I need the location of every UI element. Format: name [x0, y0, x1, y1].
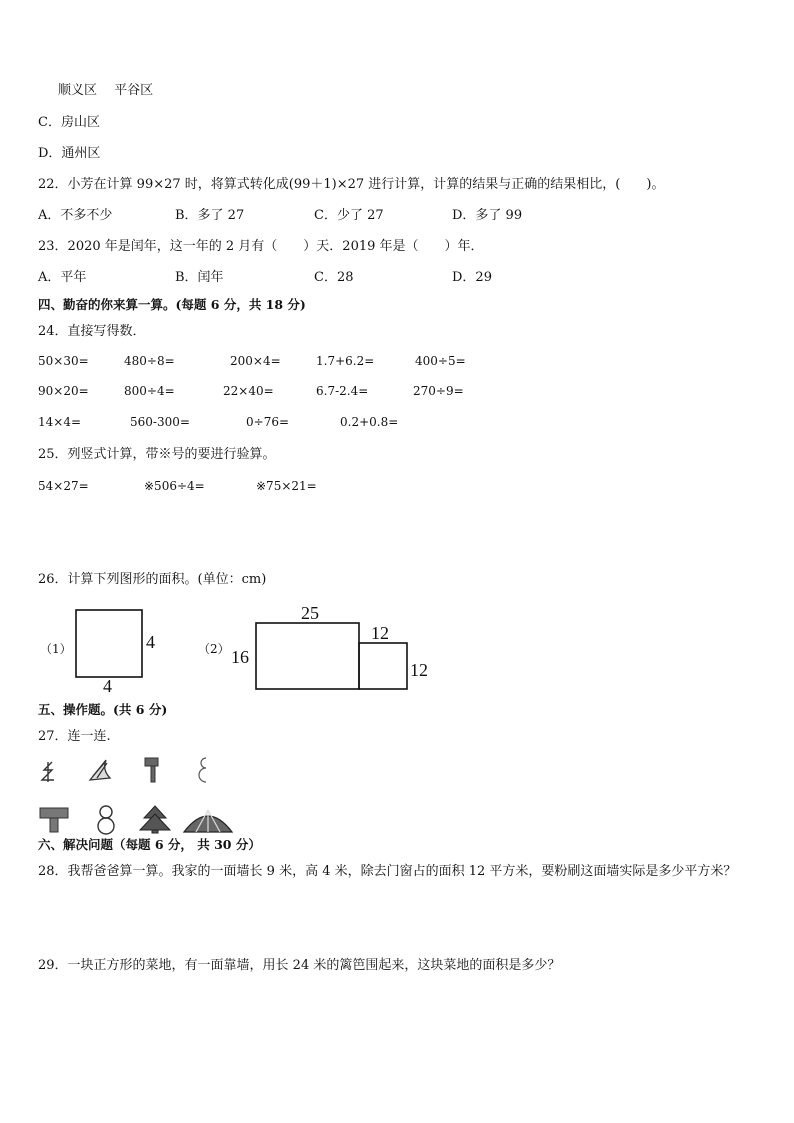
- q22-option-c: C．少了 27: [314, 208, 384, 223]
- q23-option-a: A．平年: [38, 270, 87, 285]
- q24-cell: 1.7+6.2=: [316, 354, 375, 368]
- q24-cell: 0÷76=: [246, 415, 290, 429]
- fig1-right-side-label: 4: [146, 632, 155, 652]
- fig2-right-small-label: 12: [410, 660, 428, 680]
- q24-cell: 200×4=: [230, 354, 281, 368]
- q29-stem: 29．一块正方形的菜地，有一面靠墙，用长 24 米的篱笆围起来，这块菜地的面积是多少？: [38, 958, 561, 973]
- q26-stem: 26．计算下列图形的面积。(单位：cm): [38, 572, 267, 587]
- q23-option-b: B．闰年: [175, 270, 224, 285]
- tree-icon: [140, 806, 170, 833]
- fig2-left-label: 16: [231, 647, 249, 667]
- fig2-top-small-label: 12: [371, 623, 389, 643]
- q23-option-c: C．28: [314, 270, 354, 285]
- q21-option-d: D．通州区: [38, 146, 101, 161]
- q24-cell: 800÷4=: [124, 384, 175, 398]
- q24-cell: 560-300=: [130, 415, 190, 429]
- q24-cell: 480÷8=: [124, 354, 175, 368]
- q22-option-d: D．多了 99: [452, 208, 523, 223]
- half-lamp-icon: [145, 758, 158, 782]
- snowman-icon: [98, 806, 114, 834]
- q24-cell: 22×40=: [223, 384, 274, 398]
- q24-cell: 50×30=: [38, 354, 89, 368]
- half-zigzag-icon: [42, 762, 54, 782]
- q24-cell: 400÷5=: [415, 354, 466, 368]
- section-6-title: 六、解决问题（每题 6 分， 共 30 分）: [38, 837, 261, 852]
- fig2-top-big-label: 25: [301, 603, 319, 623]
- q22-option-b: B．多了 27: [175, 208, 245, 223]
- q21-option-b-continued: 顺义区 平谷区: [58, 83, 154, 98]
- half-snowman-icon: [199, 758, 206, 782]
- q23-option-d: D．29: [452, 270, 492, 285]
- umbrella-icon: [184, 810, 232, 832]
- section-4-title: 四、勤奋的你来算一算。(每题 6 分，共 18 分): [38, 297, 306, 312]
- q23-stem: 23．2020 年是闰年，这一年的 2 月有（ ）天．2019 年是（ ）年．: [38, 239, 484, 254]
- q27-stem: 27．连一连.: [38, 729, 111, 744]
- q24-cell: 6.7-2.4=: [316, 384, 369, 398]
- q24-cell: 90×20=: [38, 384, 89, 398]
- lamp-icon: [40, 808, 68, 832]
- section-5-title: 五、操作题。(共 6 分): [38, 702, 168, 717]
- q24-cell: 270÷9=: [413, 384, 464, 398]
- fig1-bottom-side-label: 4: [103, 676, 112, 696]
- q22-option-a: A．不多不少: [38, 208, 113, 223]
- q24-stem: 24．直接写得数．: [38, 324, 146, 339]
- q28-stem: 28．我帮爸爸算一算。我家的一面墙长 9 米，高 4 米，除去门窗占的面积 12 平方米，要粉刷这面墙实际是多少平方米？: [38, 864, 737, 879]
- q25-item: 54×27=: [38, 479, 89, 493]
- q22-stem: 22．小芳在计算 99×27 时，将算式转化成(99＋1)×27 进行计算，计算的结果与正确的结果相比，( )。: [38, 177, 665, 192]
- q26-fig2-label: （2）: [198, 642, 230, 656]
- q25-item: ※75×21=: [256, 479, 317, 493]
- q24-cell: 0.2+0.8=: [340, 415, 399, 429]
- q25-stem: 25．列竖式计算，带※号的要进行验算。: [38, 447, 276, 462]
- q26-fig1-label: （1）: [40, 642, 72, 656]
- q25-item: ※506÷4=: [144, 479, 205, 493]
- q24-cell: 14×4=: [38, 415, 82, 429]
- half-fan-icon: [90, 760, 110, 780]
- q21-option-c: C．房山区: [38, 115, 100, 130]
